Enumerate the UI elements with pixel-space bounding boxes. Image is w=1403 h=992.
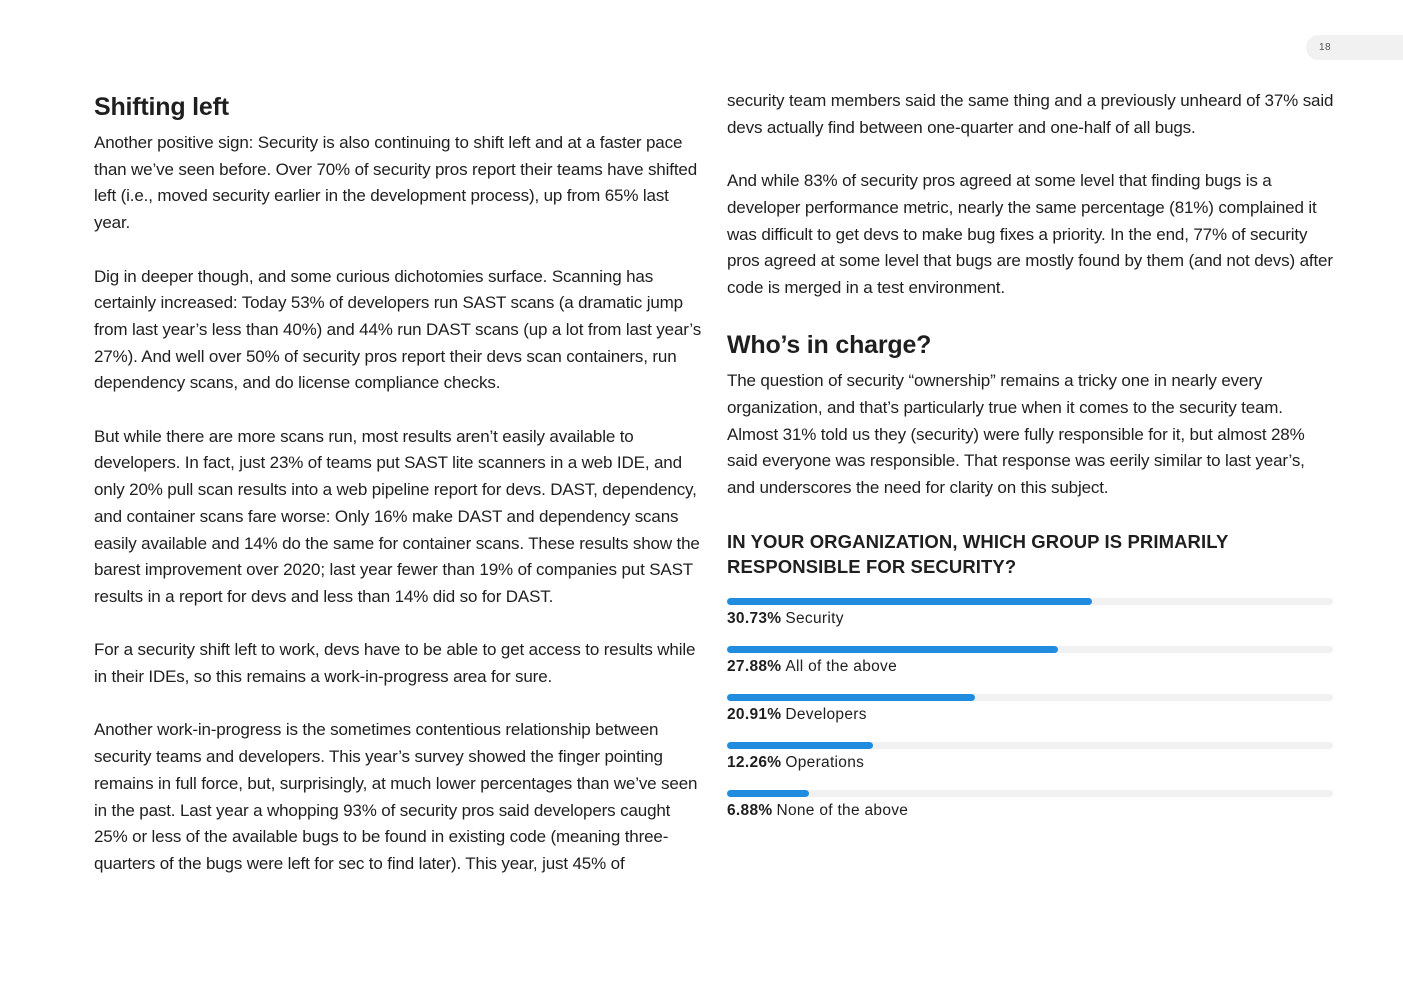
bar-track xyxy=(727,694,1333,701)
left-column xyxy=(94,88,704,904)
chart-bars xyxy=(727,598,1337,838)
bar-value-label: 12.26% xyxy=(727,753,782,771)
bar-fill xyxy=(727,790,809,797)
paragraph: But while there are more scans run, most results aren’t easily available to developers. In fact, just 23% of teams put SAST lite scanners in a web IDE, and only 20% pull scan results into a web pipeline report for devs. DAST, dependency, and container scans fare worse: Only 16% make DAST and dependency scans easily available and 14% do the same for container scans. These results show the barest improvement over 2020; last year fewer than 19% of companies put SAST results in a report for devs and less than 14% did so for DAST. xyxy=(94,426,700,606)
bar-label xyxy=(727,609,844,629)
bar-category-label: All of the above xyxy=(785,657,898,675)
bar-category-label: Security xyxy=(785,609,844,627)
paragraph: Dig in deeper though, and some curious dichotomies surface. Scanning has certainly increased: Today 53% of developers run SAST scans (a dramatic jump from last year’s less than 40%) and 44% run DAST scans (up a lot from last year’s 27%). And well over 50% of security pros report their devs scan containers, run dependency scans, and do license compliance checks. xyxy=(94,266,702,393)
bar-value-label: 20.91% xyxy=(727,705,782,723)
bar-track xyxy=(727,790,1333,797)
bar-label xyxy=(727,753,864,773)
bar-fill xyxy=(727,742,873,749)
page-number: 18 xyxy=(1306,35,1403,60)
bar-track xyxy=(727,646,1333,653)
paragraph: security team members said the same thing and a previously unheard of 37% said devs actually find between one-quarter and one-half of all bugs. xyxy=(727,91,1334,137)
section-heading-whos-in-charge: Who’s in charge? xyxy=(727,331,932,360)
bar-value-label: 6.88% xyxy=(727,801,773,819)
bar-fill xyxy=(727,646,1058,653)
bar-row xyxy=(727,646,1337,694)
paragraph: For a security shift left to work, devs have to be able to get access to results while in their IDEs, so this remains a work-in-progress area for sure. xyxy=(94,640,696,687)
section-heading-shifting-left: Shifting left xyxy=(94,93,229,121)
bar-fill xyxy=(727,598,1092,605)
bar-fill xyxy=(727,694,975,701)
bar-category-label: Operations xyxy=(785,753,865,771)
right-column xyxy=(727,88,1337,838)
bar-category-label: Developers xyxy=(785,705,867,723)
bar-label xyxy=(727,801,908,821)
bar-row xyxy=(727,790,1337,838)
bar-label xyxy=(727,705,867,725)
bar-value-label: 30.73% xyxy=(727,609,782,627)
bar-track xyxy=(727,742,1333,749)
responsibility-bar-chart xyxy=(727,529,1337,838)
paragraph: Another positive sign: Security is also continuing to shift left and at a faster pace than we’ve seen before. Over 70% of security pros report their teams have shifted left (i.e., moved security earlier in the development process), up from 65% last year. xyxy=(94,133,697,233)
bar-row xyxy=(727,598,1337,646)
bar-track xyxy=(727,598,1333,605)
paragraph: The question of security “ownership” remains a tricky one in nearly every organization, and that’s particularly true when it comes to the security team. Almost 31% told us they (security) were fully responsible for it, but almost 28% said everyone was responsible. That response was eerily similar to last year’s, and underscores the need for clarity on this subject. xyxy=(727,371,1305,498)
chart-title: IN YOUR ORGANIZATION, WHICH GROUP IS PRIMARILY RESPONSIBLE FOR SECURITY? xyxy=(727,530,1229,577)
bar-row xyxy=(727,742,1337,790)
bar-category-label: None of the above xyxy=(776,801,909,819)
bar-row xyxy=(727,694,1337,742)
paragraph: Another work-in-progress is the sometimes contentious relationship between security teams and developers. This year’s survey showed the finger pointing remains in full force, but, surprisingly, at much lower percentages than we’ve seen in the past. Last year a whopping 93% of security pros said developers caught 25% or less of the available bugs to be found in existing code (meaning three-quarters of the bugs were left for sec to find later). This year, just 45% of xyxy=(94,720,698,873)
bar-value-label: 27.88% xyxy=(727,657,782,675)
paragraph: And while 83% of security pros agreed at some level that finding bugs is a developer performance metric, nearly the same percentage (81%) complained it was difficult to get devs to make bug fixes a priority. In the end, 77% of security pros agreed at some level that bugs are mostly found by them (and not devs) after code is merged in a test environment. xyxy=(727,171,1333,297)
bar-label xyxy=(727,657,897,677)
